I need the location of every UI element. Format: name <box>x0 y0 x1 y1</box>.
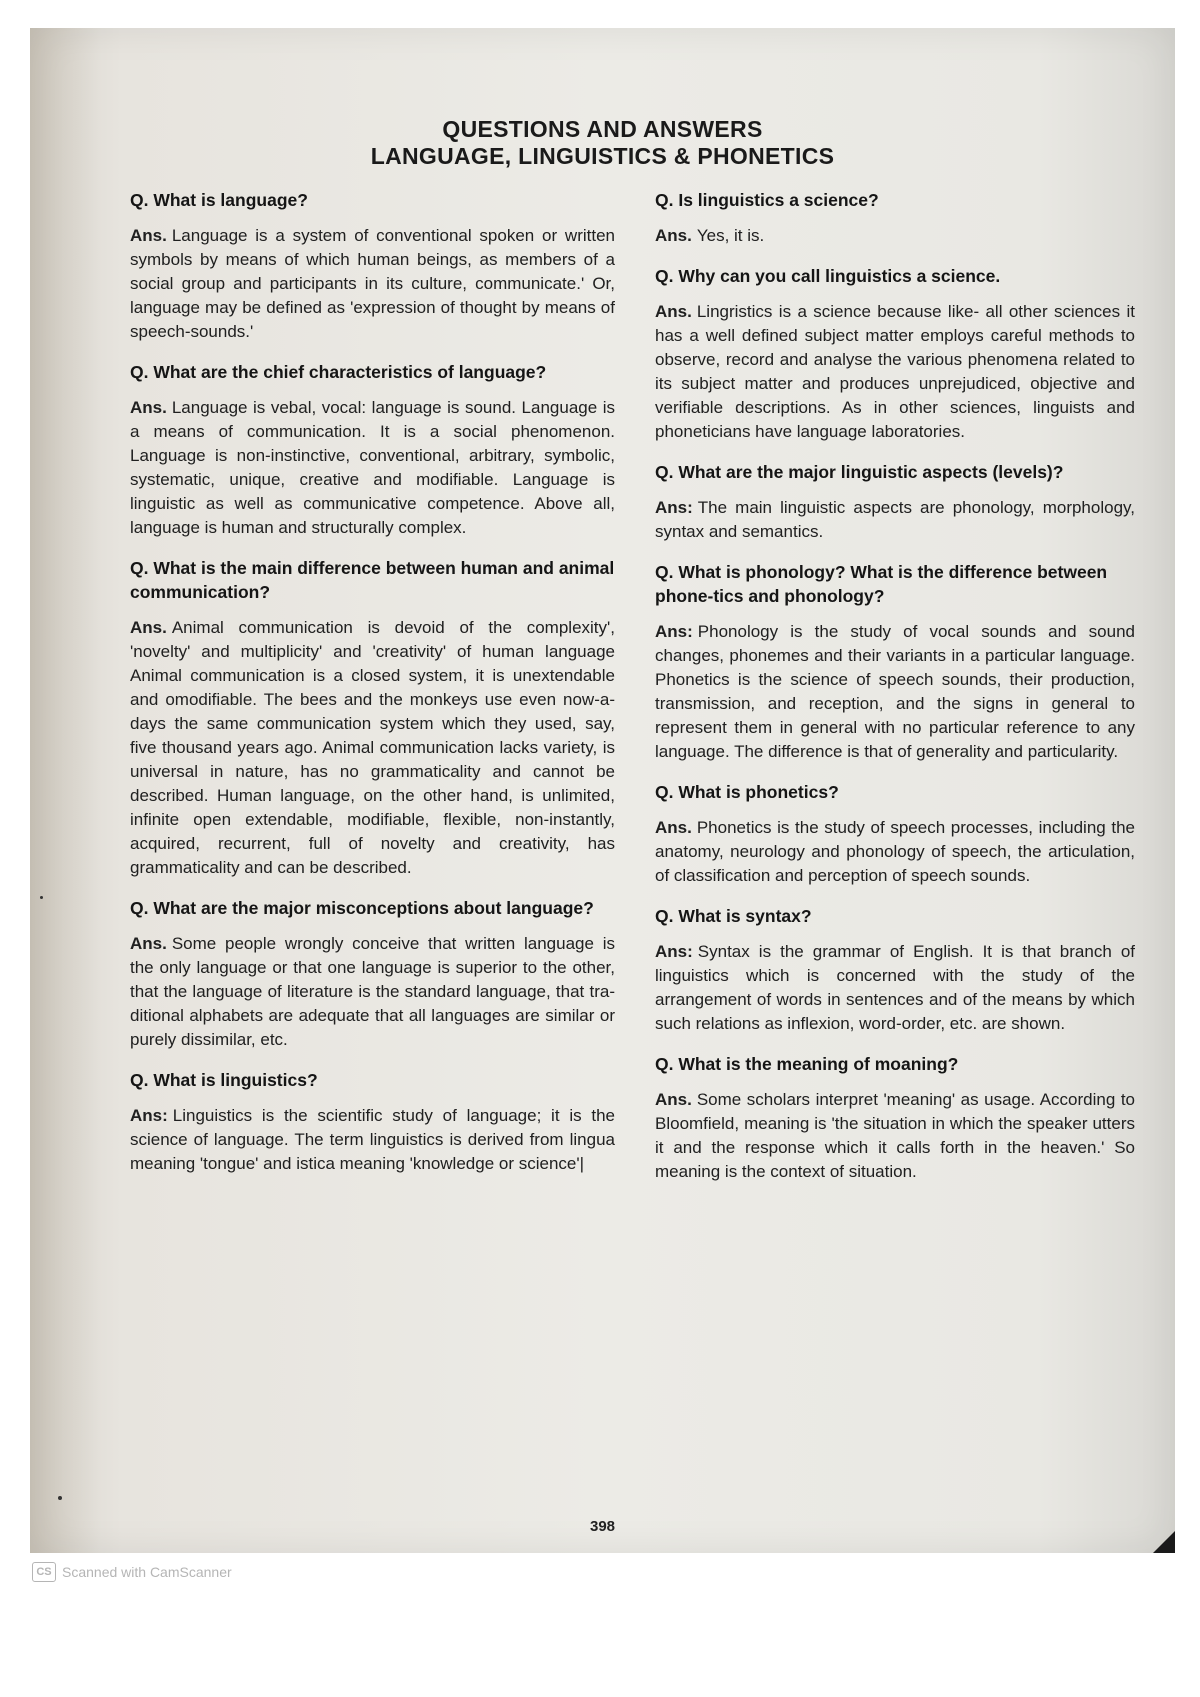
page-corner-mark <box>1153 1531 1175 1553</box>
answer-label: Ans: <box>655 498 693 517</box>
question: Q. What is syntax? <box>655 906 812 926</box>
answer-label: Ans: <box>130 1106 168 1125</box>
answer-text: Animal communication is devoid of the complexity', 'novelty' and multiplicity' and 'creativity' of human language Animal communication is a closed system, it is unextendable and omodifiable. The bees and the monkeys use even now-a-days the same communication system which they used, say, five thousand years ago. Animal communication lacks variety, is universal in nature, has no grammaticality and cannot be described. Human language, on the other hand, is unlimited, infinite open extendable, modifiable, flexible, non-instantly, acquired, recurrent, full of novelty and creativity, has grammaticality and can be described. <box>130 618 615 877</box>
watermark-text: Scanned with CamScanner <box>62 1564 232 1580</box>
question: Q. Why can you call linguistics a science. <box>655 266 1001 286</box>
page-edge-shadow <box>30 28 100 1553</box>
answer <box>130 1104 615 1176</box>
qa-item <box>655 560 1135 764</box>
question: Q. What is linguistics? <box>130 1070 318 1090</box>
qa-item <box>655 1052 1135 1184</box>
answer <box>655 940 1135 1036</box>
question: Q. What are the major linguistic aspects (levels)? <box>655 462 1064 482</box>
answer <box>655 496 1135 544</box>
right-column <box>655 188 1135 1200</box>
answer-label: Ans. <box>130 226 167 245</box>
qa-item <box>655 460 1135 544</box>
question: Q. What is the main difference between human and animal communication? <box>130 558 615 602</box>
answer-text: Linguistics is the scientific study of language; it is the science of language. The term linguistics is derived from lingua meaning 'tongue' and istica meaning 'knowledge or science'| <box>130 1106 615 1173</box>
question: Q. What are the major misconceptions about language? <box>130 898 594 918</box>
answer <box>130 224 615 344</box>
page-header <box>30 116 1175 170</box>
question: Q. Is linguistics a science? <box>655 190 879 210</box>
scan-speck <box>40 896 43 899</box>
question: Q. What is language? <box>130 190 308 210</box>
answer <box>130 932 615 1052</box>
question: Q. What is phonetics? <box>655 782 839 802</box>
qa-item <box>655 904 1135 1036</box>
answer-text: Language is vebal, vocal: language is sound. Language is a means of communication. It is a social phenomenon. Language is non-instinctive, conventional, arbitrary, symbolic, systematic, unique, creative and modifiable. Language is linguistic as well as communicative competence. Above all, language is human and structurally complex. <box>130 398 615 537</box>
answer-text: The main linguistic aspects are phonology, morphology, syntax and semantics. <box>655 498 1135 541</box>
scan-speck <box>58 1496 62 1500</box>
answer-text: Language is a system of conventional spoken or written symbols by means of which human beings, as members of a social group and participants in its culture, communicate.' Or, language may be defined as 'expression of thought by means of speech-sounds.' <box>130 226 615 341</box>
header-title-line2: LANGUAGE, LINGUISTICS & PHONETICS <box>370 143 835 169</box>
answer-label: Ans. <box>655 1090 692 1109</box>
answer-text: Phonology is the study of vocal sounds and sound changes, phonemes and their variants in a particular language. Phonetics is the science of speech sounds, their production, transmission, and reception, and the signs in general to represent them in general with no particular reference to any language. The difference is that of generality and particularity. <box>655 622 1135 761</box>
answer-text: Lingristics is a science because like- all other sciences it has a well defined subject matter employs careful methods to observe, record and analyse the various phenomena related to its subject matter and produces unprejudiced, objective and verifiable descriptions. As in other sciences, linguists and phoneticians have language laboratories. <box>655 302 1135 441</box>
question: Q. What is the meaning of moaning? <box>655 1054 959 1074</box>
answer-label: Ans. <box>130 618 167 637</box>
camscanner-logo-icon: CS <box>32 1562 56 1582</box>
answer <box>655 1088 1135 1184</box>
answer <box>655 620 1135 764</box>
qa-item <box>130 360 615 540</box>
answer-text: Some scholars interpret 'meaning' as usage. According to Bloomfield, meaning is 'the situation in which the speaker utters it and the response which it calls forth in the heaven.' So meaning is the context of situation. <box>655 1090 1135 1181</box>
answer <box>655 816 1135 888</box>
page-number: 398 <box>589 1518 616 1535</box>
answer-label: Ans. <box>130 934 167 953</box>
answer <box>655 224 1135 248</box>
answer-text: Yes, it is. <box>696 226 765 245</box>
left-column <box>130 188 615 1192</box>
answer-label: Ans. <box>655 302 692 321</box>
answer <box>130 396 615 540</box>
answer <box>130 616 615 880</box>
qa-item <box>655 188 1135 248</box>
answer-text: Syntax is the grammar of English. It is that branch of linguistics which is concerned with the study of the arrangement of words in sentences and of the means by which such relations as inflexion, word-order, etc. are shown. <box>655 942 1135 1033</box>
qa-item <box>130 1068 615 1176</box>
answer-text: Some people wrongly conceive that written language is the only language or that one language is superior to the other, that the language of literature is the standard language, that tra-ditional alphabets are adequate that all languages are similar or purely dissimilar, etc. <box>130 934 615 1049</box>
qa-item <box>130 556 615 880</box>
qa-item <box>130 188 615 344</box>
answer-text: Phonetics is the study of speech processes, including the anatomy, neurology and phonology of speech, the articulation, of classification and perception of speech sounds. <box>655 818 1135 885</box>
answer-label: Ans. <box>655 226 692 245</box>
scanner-watermark <box>32 1562 232 1582</box>
qa-item <box>655 264 1135 444</box>
question: Q. What is phonology? What is the difference between phone-tics and phonology? <box>655 562 1108 606</box>
qa-item <box>655 780 1135 888</box>
answer-label: Ans: <box>655 942 693 961</box>
question: Q. What are the chief characteristics of language? <box>130 362 547 382</box>
answer <box>655 300 1135 444</box>
answer-label: Ans. <box>655 818 692 837</box>
qa-item <box>130 896 615 1052</box>
header-title-line1: QUESTIONS AND ANSWERS <box>442 116 763 142</box>
answer-label: Ans: <box>655 622 693 641</box>
scanned-page <box>30 28 1175 1553</box>
answer-label: Ans. <box>130 398 167 417</box>
